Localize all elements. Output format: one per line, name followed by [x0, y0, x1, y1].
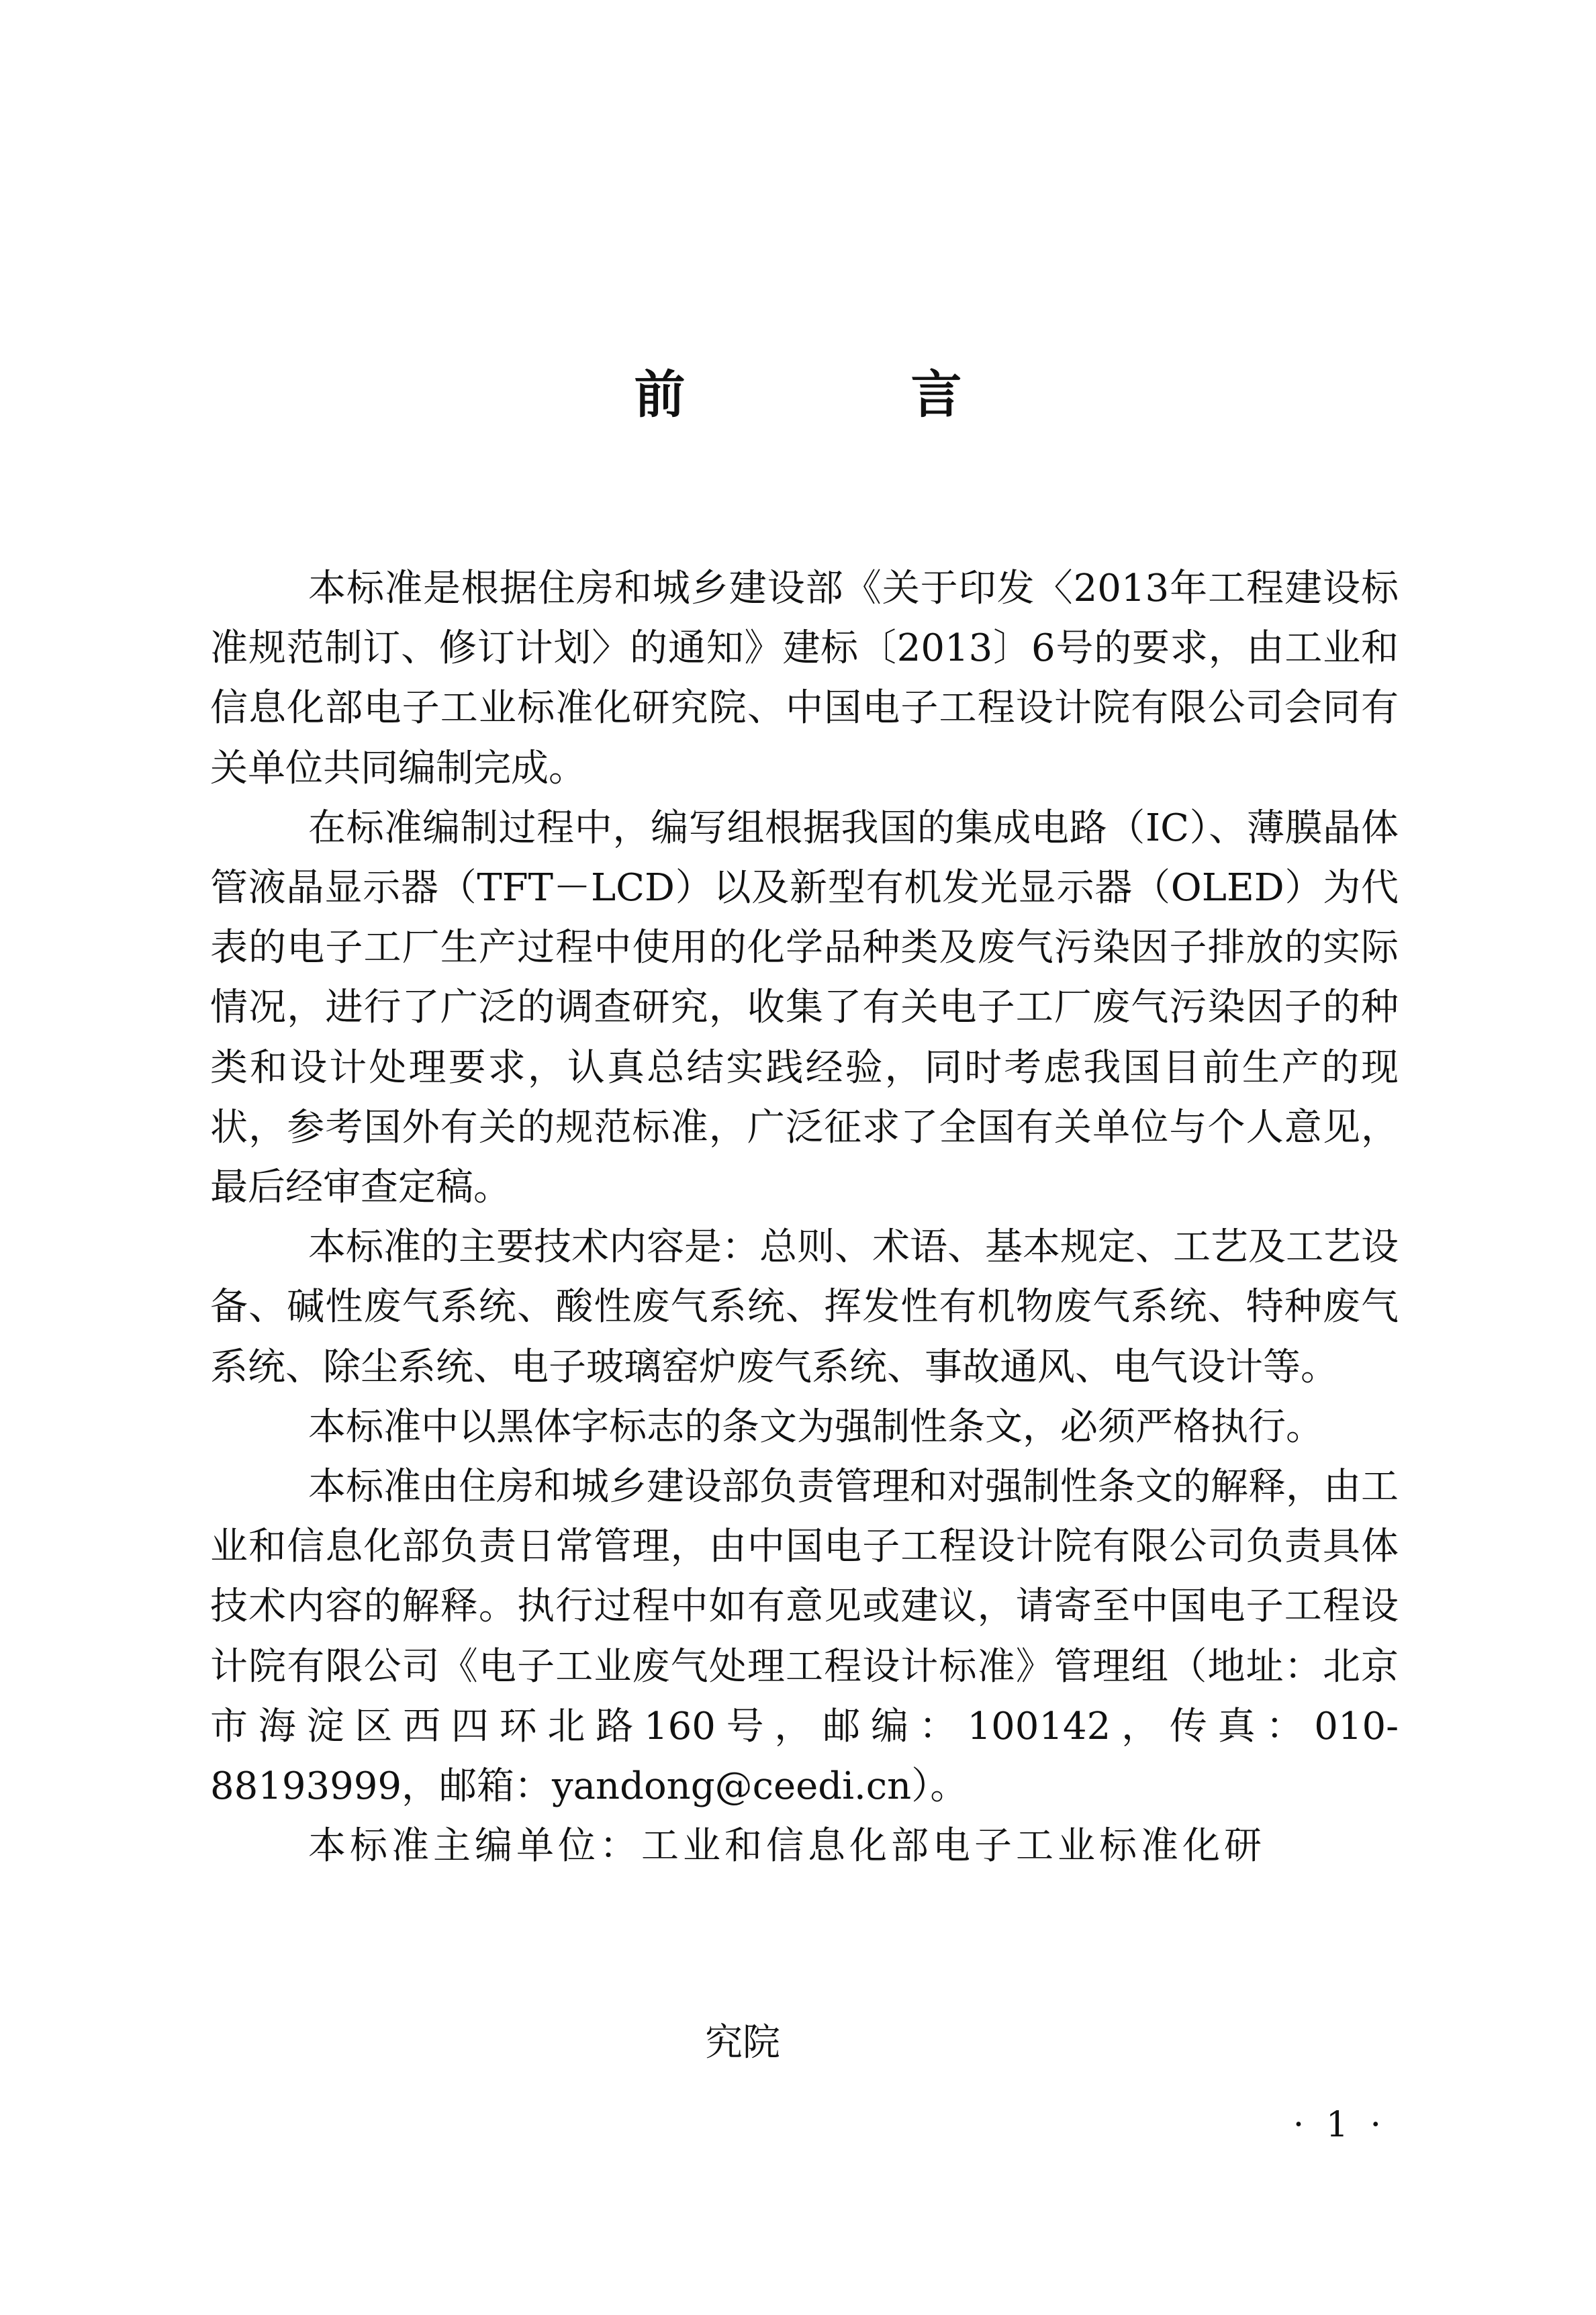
- body-text: [210, 559, 1399, 1876]
- chief-editor-continuation: 究院: [705, 2021, 780, 2065]
- paragraph-management: 本标准由住房和城乡建设部负责管理和对强制性条文的解释，由工业和信息化部负责日常管理，由中国电子工程设计院有限公司负责具体技术内容的解释。执行过程中如有意见或建议，请寄至中国电子工程设计院有限公司《电子工业废气处理工程设计标准》管理组（地址：北京市海淀区西四环北路160号，邮编：100142，传真：010-88193999，邮箱：yandong@ceedi.cn）。: [210, 1465, 1399, 1809]
- page-number: · 1 ·: [1293, 2105, 1387, 2145]
- paragraph-contents: 本标准的主要技术内容是：总则、术语、基本规定、工艺及工艺设备、碱性废气系统、酸性废气系统、挥发性有机物废气系统、特种废气系统、除尘系统、电子玻璃窑炉废气系统、事故通风、电气设计等。: [210, 1225, 1399, 1389]
- paragraph-basis: 本标准是根据住房和城乡建设部《关于印发〈2013年工程建设标准规范制订、修订计划〉的通知》建标〔2013〕6号的要求，由工业和信息化部电子工业标准化研究院、中国电子工程设计院有限公司会同有关单位共同编制完成。: [210, 567, 1399, 790]
- paragraph-mandatory: 本标准中以黑体字标志的条文为强制性条文，必须严格执行。: [308, 1405, 1323, 1449]
- paragraph-process: 在标准编制过程中，编写组根据我国的集成电路（IC）、薄膜晶体管液晶显示器（TFT－LCD）以及新型有机发光显示器（OLED）为代表的电子工厂生产过程中使用的化学品种类及废气污染因子排放的实际情况，进行了广泛的调查研究，收集了有关电子工厂废气污染因子的种类和设计处理要求，认真总结实践经验，同时考虑我国目前生产的现状，参考国外有关的规范标准，广泛征求了全国有关单位与个人意见，最后经审查定稿。: [210, 806, 1399, 1210]
- paragraph-chief-editor: 本标准主编单位：工业和信息化部电子工业标准化研: [308, 1824, 1266, 1869]
- page-title: 前 言: [634, 365, 1049, 424]
